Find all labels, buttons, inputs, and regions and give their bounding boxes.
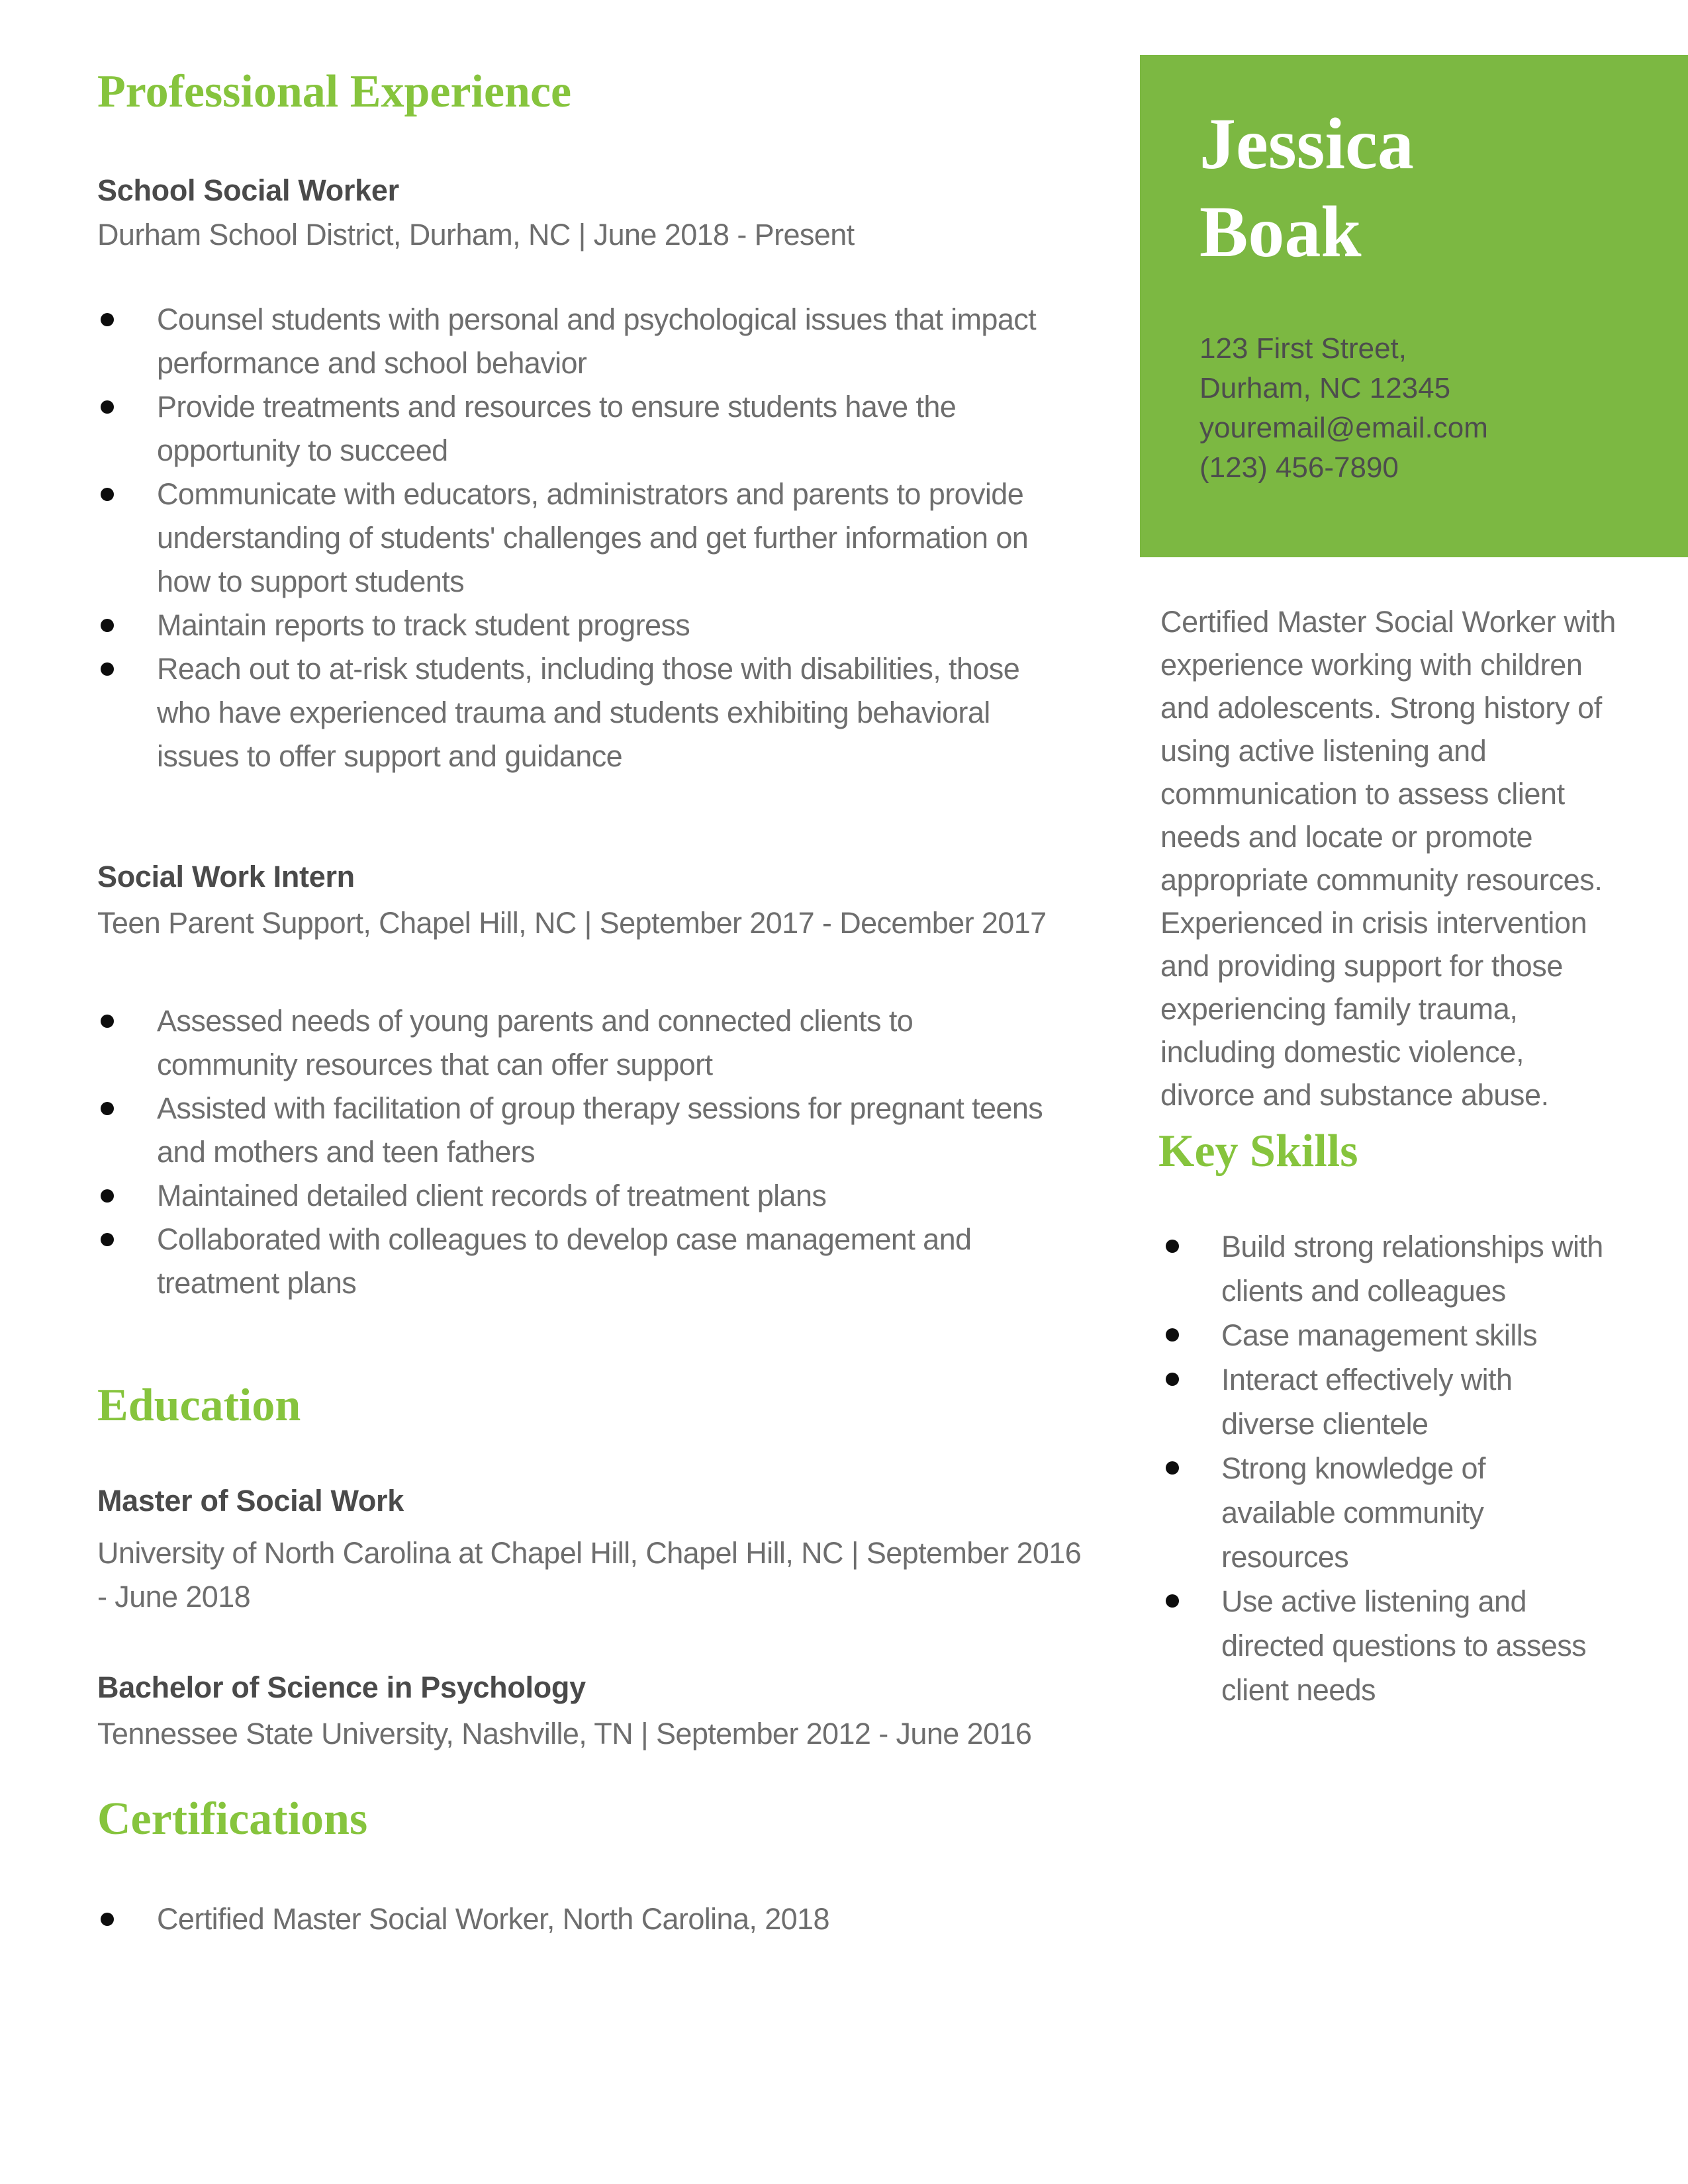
degree-school-line: [97, 1712, 1031, 1756]
bullet-text: [1221, 1313, 1537, 1357]
section-heading-key-skills: Key Skills: [1158, 1126, 1358, 1177]
text-line: youremail@email.com: [1199, 412, 1488, 444]
text-line: appropriate community resources.: [1160, 863, 1603, 897]
text-line: Boak: [1199, 191, 1362, 272]
section-heading-education: Education: [97, 1380, 301, 1431]
bullet-item: [97, 1218, 1043, 1305]
degree-school-line: [97, 1531, 1081, 1619]
text-line: and providing support for those: [1160, 949, 1563, 983]
bullet-item: [1160, 1446, 1603, 1579]
bullet-text: [1221, 1579, 1586, 1712]
degree-title: Bachelor of Science in Psychology: [97, 1670, 586, 1704]
bullet-dot-icon: [1166, 1461, 1179, 1475]
text-line: Experienced in crisis intervention: [1160, 906, 1587, 940]
text-line: treatment plans: [157, 1266, 357, 1300]
text-line: 123 First Street,: [1199, 332, 1407, 365]
text-line: Teen Parent Support, Chapel Hill, NC | September 2017 - December 2017: [97, 906, 1047, 940]
skills-bullet-list: [1160, 1224, 1603, 1712]
bullet-dot-icon: [101, 1233, 114, 1246]
bullet-dot-icon: [101, 1015, 114, 1028]
degree-title: Master of Social Work: [97, 1484, 404, 1518]
bullet-item: [97, 999, 1043, 1087]
job-title: Social Work Intern: [97, 860, 355, 893]
text-line: Durham, NC 12345: [1199, 372, 1451, 404]
bullet-dot-icon: [1166, 1328, 1179, 1342]
bullet-item: [1160, 1313, 1603, 1357]
bullet-item: [97, 1897, 829, 1941]
text-line: and adolescents. Strong history of: [1160, 691, 1602, 725]
text-line: experience working with children: [1160, 648, 1583, 682]
text-line: University of North Carolina at Chapel Hill, Chapel Hill, NC | September 2016: [97, 1536, 1082, 1570]
bullet-text: [157, 647, 1019, 778]
bullet-dot-icon: [101, 662, 114, 676]
text-line: Build strong relationships with: [1221, 1230, 1603, 1263]
text-line: performance and school behavior: [157, 346, 587, 380]
bullet-item: [97, 298, 1036, 385]
text-line: Use active listening and: [1221, 1584, 1526, 1618]
text-line: community resources that can offer support: [157, 1048, 713, 1081]
text-line: Durham School District, Durham, NC | June 2018 - Present: [97, 218, 855, 251]
text-line: experiencing family trauma,: [1160, 992, 1518, 1026]
text-line: clients and colleagues: [1221, 1274, 1506, 1308]
bullet-dot-icon: [1166, 1373, 1179, 1386]
bullet-text: [157, 385, 956, 473]
bullet-text: [157, 1174, 826, 1218]
bullet-text: [157, 604, 690, 647]
text-line: including domestic violence,: [1160, 1035, 1524, 1069]
person-name: [1199, 100, 1414, 276]
text-line: who have experienced trauma and students exhibiting behavioral: [157, 696, 990, 729]
bullet-text: [157, 999, 913, 1087]
bullet-dot-icon: [1166, 1240, 1179, 1253]
text-line: Jessica: [1199, 103, 1414, 184]
text-line: Strong knowledge of: [1221, 1451, 1485, 1485]
professional-summary: [1160, 600, 1616, 1116]
text-line: Maintain reports to track student progress: [157, 608, 690, 642]
text-line: - June 2018: [97, 1580, 251, 1614]
text-line: Assessed needs of young parents and connected clients to: [157, 1004, 914, 1038]
bullet-text: [157, 1897, 829, 1941]
bullet-dot-icon: [101, 1189, 114, 1203]
text-line: Provide treatments and resources to ensure students have the: [157, 390, 957, 424]
text-line: resources: [1221, 1540, 1349, 1574]
bullet-item: [1160, 1224, 1603, 1313]
text-line: and mothers and teen fathers: [157, 1135, 536, 1169]
text-line: communication to assess client: [1160, 777, 1565, 811]
job-title: School Social Worker: [97, 173, 399, 207]
bullet-item: [97, 1087, 1043, 1174]
text-line: Case management skills: [1221, 1318, 1538, 1352]
bullet-item: [1160, 1357, 1603, 1446]
text-line: Collaborated with colleagues to develop case management and: [157, 1222, 972, 1256]
text-line: Certified Master Social Worker, North Carolina, 2018: [157, 1902, 829, 1936]
bullet-item: [97, 647, 1036, 778]
certification-bullet-list: [97, 1897, 829, 1941]
bullet-text: [157, 298, 1036, 385]
text-line: client needs: [1221, 1673, 1376, 1707]
text-line: Reach out to at-risk students, including those with disabilities, those: [157, 652, 1020, 686]
text-line: Communicate with educators, administrators and parents to provide: [157, 477, 1024, 511]
job-company-line: [97, 901, 1047, 945]
bullet-text: [157, 1218, 971, 1305]
bullet-dot-icon: [101, 400, 114, 414]
job-bullet-list: [97, 999, 1043, 1305]
bullet-text: [1221, 1224, 1603, 1313]
bullet-item: [97, 473, 1036, 604]
text-line: Maintained detailed client records of treatment plans: [157, 1179, 827, 1212]
text-line: how to support students: [157, 565, 464, 598]
bullet-dot-icon: [1166, 1594, 1179, 1608]
bullet-dot-icon: [101, 313, 114, 326]
bullet-dot-icon: [101, 619, 114, 632]
text-line: diverse clientele: [1221, 1407, 1429, 1441]
bullet-dot-icon: [101, 1913, 114, 1926]
text-line: directed questions to assess: [1221, 1629, 1587, 1662]
text-line: opportunity to succeed: [157, 433, 448, 467]
bullet-item: [97, 1174, 1043, 1218]
bullet-text: [1221, 1357, 1512, 1446]
text-line: Certified Master Social Worker with: [1160, 605, 1616, 639]
bullet-item: [1160, 1579, 1603, 1712]
bullet-item: [97, 385, 1036, 473]
text-line: understanding of students' challenges and get further information on: [157, 521, 1029, 555]
bullet-text: [157, 1087, 1043, 1174]
text-line: Tennessee State University, Nashville, TN | September 2012 - June 2016: [97, 1717, 1032, 1751]
text-line: divorce and substance abuse.: [1160, 1078, 1549, 1112]
text-line: Counsel students with personal and psychological issues that impact: [157, 302, 1037, 336]
text-line: available community: [1221, 1496, 1484, 1529]
text-line: issues to offer support and guidance: [157, 739, 623, 773]
text-line: needs and locate or promote: [1160, 820, 1533, 854]
bullet-text: [1221, 1446, 1485, 1579]
job-bullet-list: [97, 298, 1036, 778]
job-company-line: [97, 213, 855, 257]
bullet-text: [157, 473, 1028, 604]
text-line: using active listening and: [1160, 734, 1487, 768]
bullet-dot-icon: [101, 488, 114, 501]
section-heading-certifications: Certifications: [97, 1794, 368, 1844]
bullet-item: [97, 604, 1036, 647]
section-heading-professional-experience: Professional Experience: [97, 66, 572, 117]
contact-info: [1199, 329, 1488, 488]
text-line: Assisted with facilitation of group therapy sessions for pregnant teens: [157, 1091, 1043, 1125]
text-line: Interact effectively with: [1221, 1363, 1513, 1396]
bullet-dot-icon: [101, 1102, 114, 1115]
text-line: (123) 456-7890: [1199, 451, 1399, 484]
